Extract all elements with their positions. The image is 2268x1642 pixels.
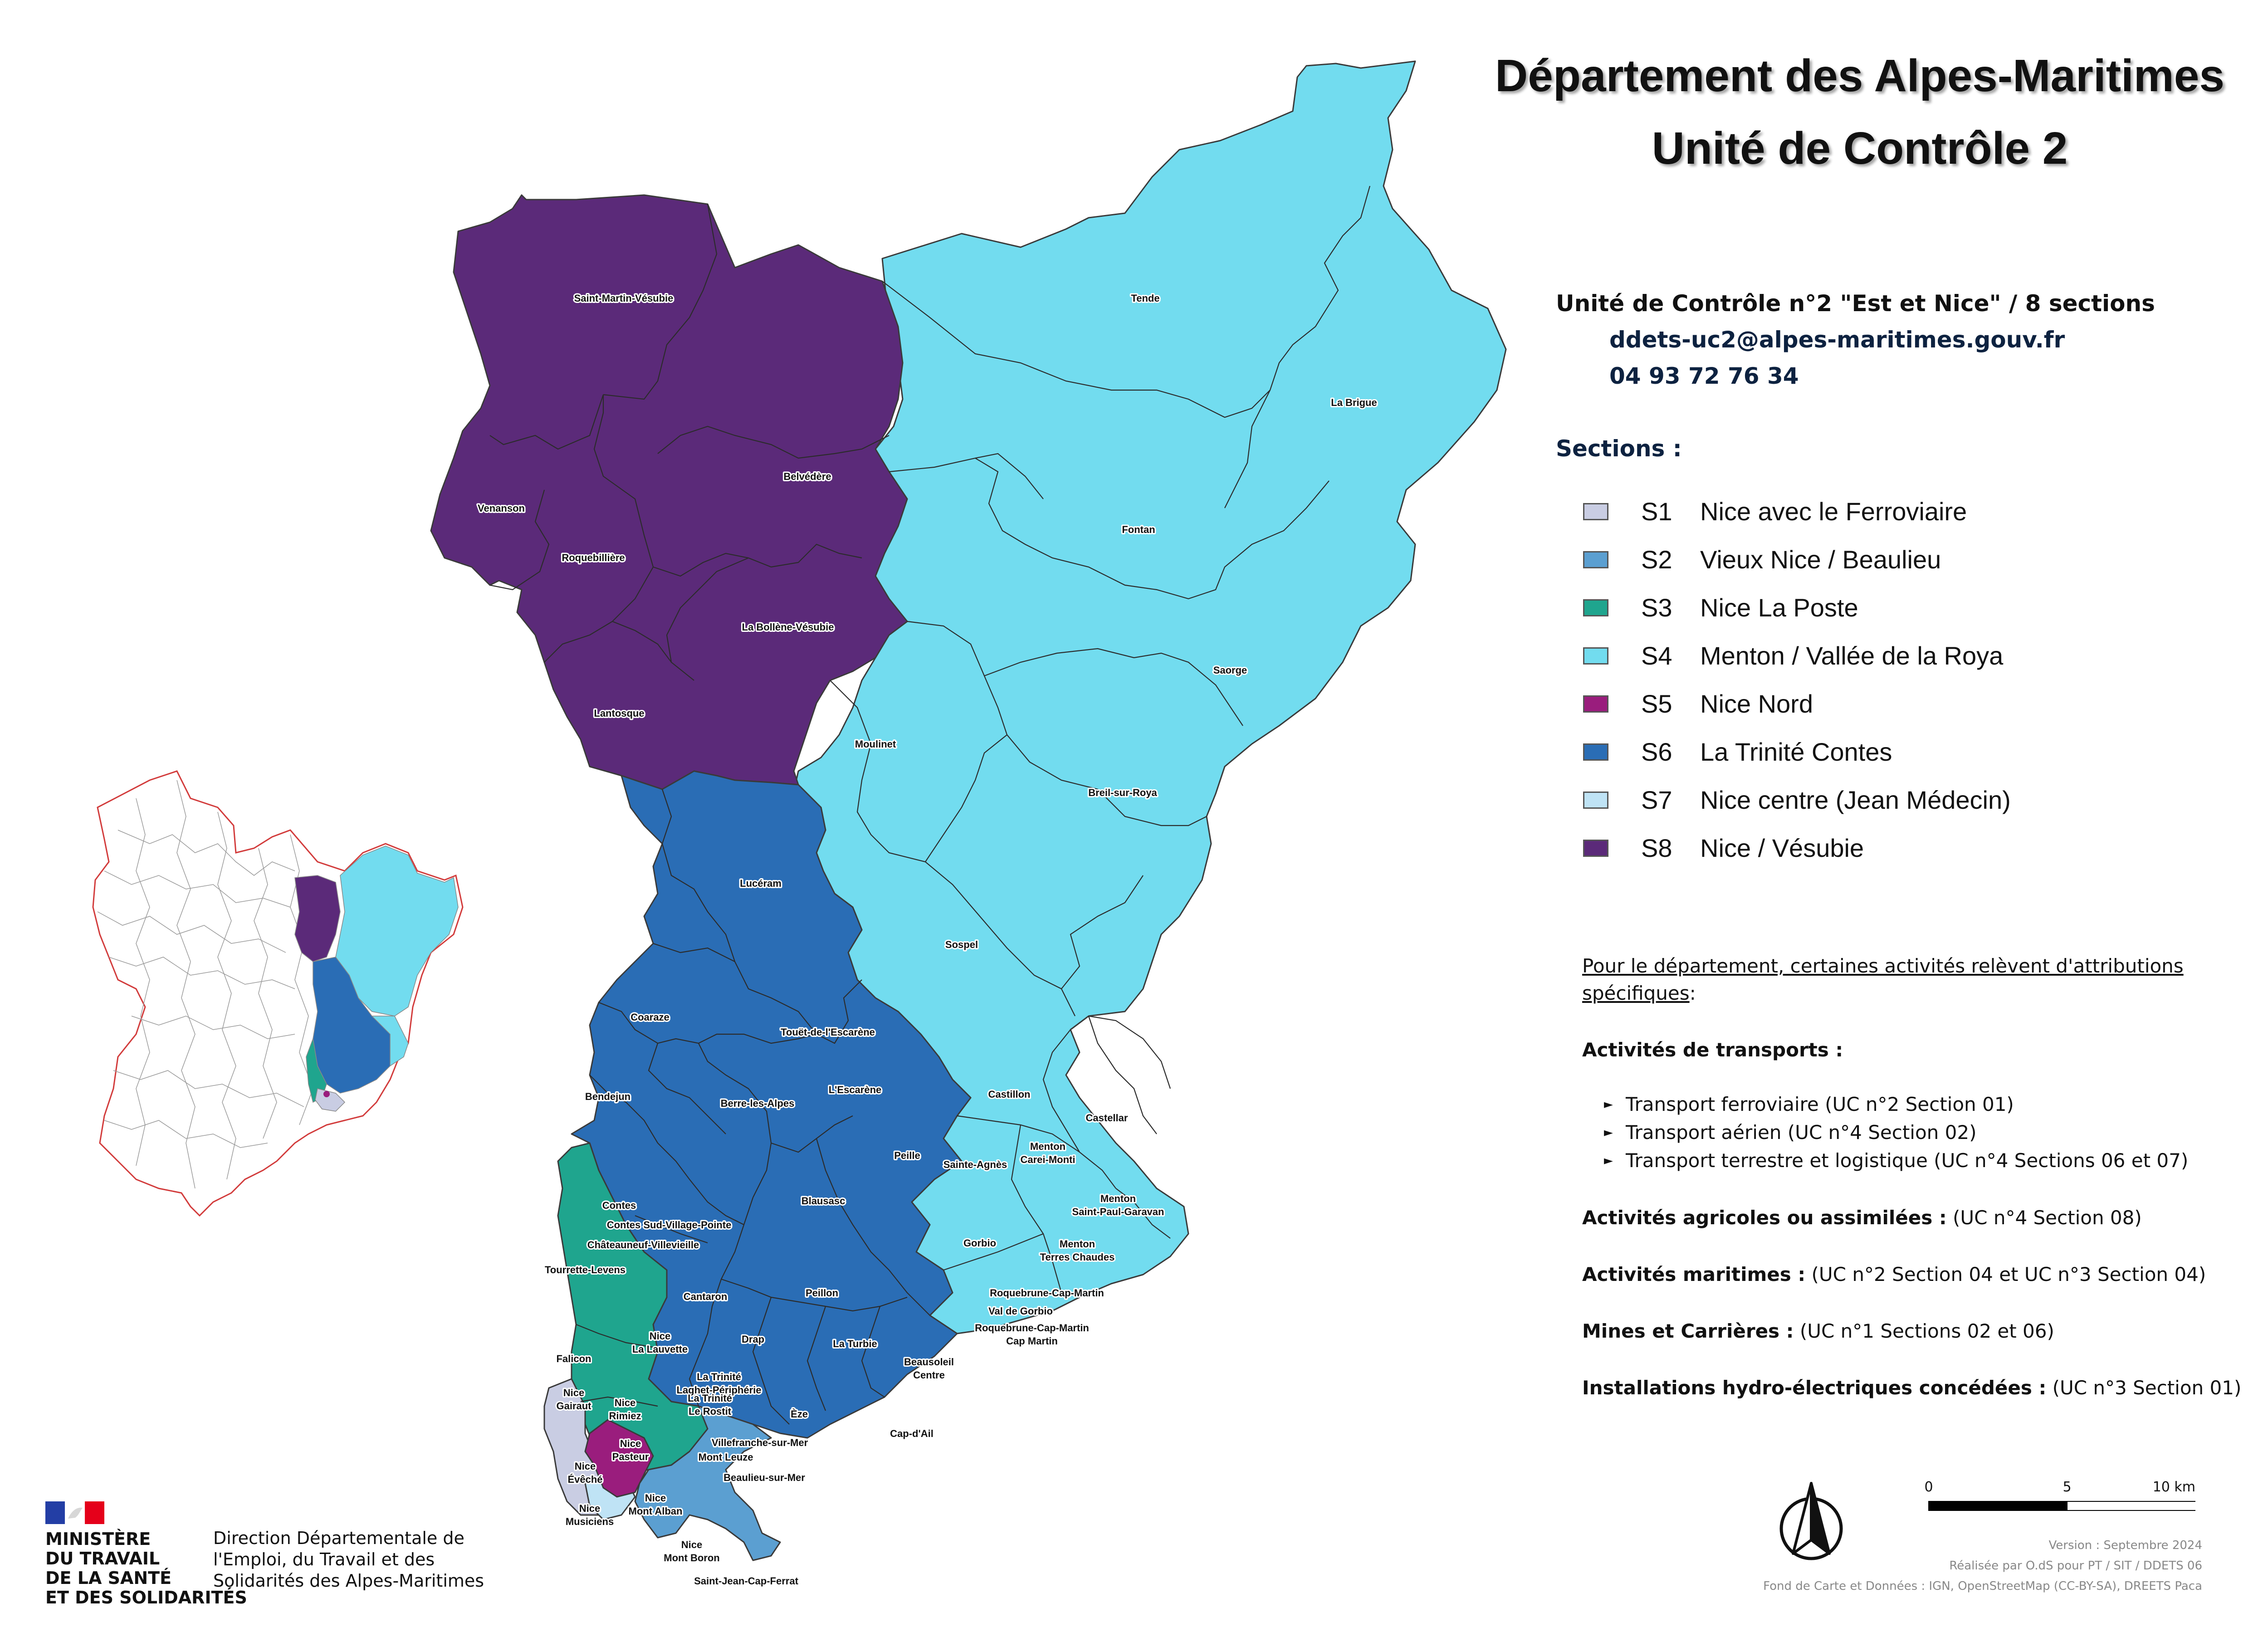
commune-label: [945, 939, 978, 950]
legend-name: Nice centre (Jean Médecin): [1700, 786, 2011, 814]
commune-label-line: Menton: [1059, 1238, 1095, 1250]
commune-label-line: Roquebrune-Cap-Martin: [975, 1322, 1089, 1334]
commune-label-line: Pasteur: [612, 1451, 649, 1462]
commune-label-line: Nice: [645, 1492, 666, 1504]
bullet-arrow-icon: ►: [1604, 1126, 1613, 1139]
commune-label: [1122, 524, 1155, 535]
direction-line: Direction Départementale de: [213, 1528, 464, 1548]
commune-label-line: Carei-Monti: [1020, 1154, 1075, 1165]
commune-label-line: Cantaron: [683, 1291, 728, 1302]
commune-label-line: Blausasc: [801, 1195, 846, 1207]
commune-label-line: La Lauvette: [632, 1344, 688, 1355]
unit-email[interactable]: ddets-uc2@alpes-maritimes.gouv.fr: [1609, 327, 2065, 353]
commune-label-line: Mont Boron: [664, 1552, 720, 1564]
commune-label-line: Mont Alban: [628, 1505, 683, 1517]
locator-inset-map: [93, 771, 463, 1216]
transport-item: Transport ferroviaire (UC n°2 Section 01): [1626, 1093, 2014, 1115]
commune-label-line: Gorbio: [963, 1237, 997, 1249]
commune-label-line: Cap-d'Ail: [890, 1428, 934, 1439]
commune-label: [721, 1098, 795, 1109]
legend-code: S6: [1641, 738, 1672, 766]
legend-code: S2: [1641, 545, 1672, 574]
ministry-line: DU TRAVAIL: [45, 1549, 160, 1569]
ministry-line: ET DES SOLIDARITÉS: [45, 1588, 247, 1608]
commune-label-line: Saint-Paul-Garavan: [1072, 1206, 1164, 1217]
commune-label: [562, 552, 625, 563]
legend-code: S5: [1641, 689, 1672, 718]
commune-label: [556, 1353, 591, 1364]
commune-label: [1086, 1112, 1128, 1124]
commune-label-line: Nice: [574, 1461, 596, 1472]
commune-label-line: Menton: [1100, 1193, 1136, 1204]
direction-line: l'Emploi, du Travail et des: [213, 1549, 435, 1569]
notes-intro-suffix: :: [1689, 982, 1696, 1004]
transport-heading-label: Activités de transports :: [1582, 1039, 1843, 1061]
maritime-value: (UC n°2 Section 04 et UC n°3 Section 04): [1805, 1263, 2206, 1285]
commune-label-line: Touët-de-l'Escarène: [781, 1026, 875, 1038]
map-subtitle: Unité de Contrôle 2: [1652, 123, 2068, 174]
commune-label: [855, 738, 896, 750]
commune-label: [783, 471, 831, 482]
commune-label: [806, 1287, 838, 1299]
commune-label: [1331, 397, 1377, 408]
commune-label-line: La Bollène-Vésubie: [742, 621, 834, 633]
commune-label-line: Coaraze: [631, 1012, 670, 1023]
commune-label: [742, 1334, 764, 1345]
legend-swatch-s5: [1583, 695, 1608, 713]
main-section-map: [431, 61, 1506, 1560]
map-title: Département des Alpes-Maritimes: [1495, 50, 2224, 101]
commune-label: [574, 293, 674, 304]
commune-label-line: Bendejun: [585, 1091, 631, 1102]
commune-label-line: Roquebillière: [562, 552, 625, 563]
legend-name: Vieux Nice / Beaulieu: [1700, 545, 1941, 574]
commune-label-line: Moulinet: [855, 738, 896, 750]
commune-label: [890, 1428, 934, 1439]
commune-label-line: Nice: [614, 1397, 636, 1408]
commune-label-line: Sospel: [945, 939, 978, 950]
commune-label-line: Peille: [894, 1150, 920, 1161]
hydro-value: (UC n°3 Section 01): [2046, 1377, 2242, 1399]
commune-label-line: Nice: [563, 1387, 585, 1398]
commune-label: [631, 1012, 670, 1023]
legend-name: Nice avec le Ferroviaire: [1700, 497, 1967, 526]
transport-item: Transport terrestre et logistique (UC n°4 Sections 06 et 07): [1626, 1149, 2189, 1172]
commune-label: [607, 1219, 732, 1231]
commune-label-line: Tourrette-Levens: [544, 1264, 626, 1275]
commune-label-line: Venanson: [478, 503, 525, 514]
legend-code: S4: [1641, 641, 1672, 670]
commune-label-line: Laghet-Périphérie: [676, 1384, 762, 1396]
commune-label-line: Sainte-Agnès: [943, 1159, 1007, 1170]
map-credits: [1763, 1535, 2202, 1597]
bullet-arrow-icon: ►: [1604, 1154, 1613, 1168]
ministry-line: MINISTÈRE: [45, 1529, 151, 1549]
commune-label-line: Èze: [791, 1408, 808, 1420]
commune-label-line: Menton: [1030, 1141, 1066, 1152]
legend-swatch-s3: [1583, 599, 1608, 616]
commune-label: [684, 1291, 728, 1302]
commune-label-line: Berre-les-Alpes: [720, 1098, 795, 1109]
ministry-line: DE LA SANTÉ: [45, 1568, 172, 1588]
commune-label: [943, 1159, 1007, 1170]
legend-swatch-s7: [1583, 792, 1608, 809]
commune-label-line: Beaulieu-sur-Mer: [723, 1472, 805, 1483]
commune-label: [833, 1338, 877, 1349]
commune-label: [802, 1195, 846, 1207]
commune-label-line: Le Rostit: [688, 1406, 732, 1417]
maritime-label: Activités maritimes :: [1582, 1263, 1806, 1285]
commune-label: [963, 1237, 996, 1249]
commune-label: [988, 1089, 1031, 1100]
commune-label: [988, 1305, 1053, 1317]
commune-label-line: Centre: [913, 1369, 945, 1381]
unit-heading: Unité de Contrôle n°2 "Est et Nice" / 8 sections: [1556, 290, 2155, 317]
legend-code: S7: [1641, 786, 1672, 814]
transport-item: Transport aérien (UC n°4 Section 02): [1626, 1121, 1977, 1144]
commune-label: [594, 708, 644, 719]
commune-label-line: Châteauneuf-Villevieille: [587, 1239, 699, 1251]
commune-label-line: Lantosque: [594, 708, 645, 719]
commune-label-line: Beausoleil: [904, 1356, 954, 1368]
commune-label-line: Falicon: [556, 1353, 591, 1364]
commune-label-line: La Trinité: [697, 1371, 741, 1383]
commune-label-line: Fontan: [1122, 524, 1155, 535]
commune-label-line: Gairaut: [556, 1400, 591, 1412]
legend-code: S8: [1641, 834, 1672, 862]
commune-label-line: Cap Martin: [1006, 1335, 1058, 1347]
commune-label-line: Terres Chaudes: [1040, 1251, 1115, 1263]
commune-label-line: Contes: [602, 1200, 636, 1211]
scale-tick-10: 10 km: [2152, 1479, 2195, 1495]
commune-label: [990, 1287, 1104, 1299]
legend-name: Nice La Poste: [1700, 593, 1858, 622]
commune-label-line: Villefranche-sur-Mer: [711, 1437, 808, 1448]
credits-source: Fond de Carte et Données : IGN, OpenStreetMap (CC-BY-SA), DREETS Paca: [1763, 1579, 2202, 1593]
commune-label-line: Contes Sud-Village-Pointe: [606, 1219, 732, 1231]
transport-heading: [1582, 1039, 1843, 1061]
maritime-line: [1582, 1263, 2206, 1285]
commune-label: [742, 621, 834, 633]
commune-label-line: Saint-Martin-Vésubie: [574, 293, 674, 304]
legend-name: Nice Nord: [1700, 689, 1813, 718]
section-s8-vesubie: [431, 195, 907, 789]
commune-label: [545, 1264, 626, 1275]
commune-label: [602, 1200, 636, 1211]
commune-label-line: Val de Gorbio: [988, 1305, 1053, 1317]
commune-label-line: La Trinité: [688, 1393, 732, 1404]
agri-value: (UC n°4 Section 08): [1946, 1207, 2142, 1229]
commune-label: [694, 1575, 799, 1587]
commune-label-line: Castillon: [988, 1089, 1031, 1100]
commune-label: [1213, 665, 1247, 676]
commune-label-line: Rimiez: [609, 1410, 641, 1422]
scale-tick-0: 0: [1924, 1479, 1933, 1495]
commune-label-line: Tende: [1131, 293, 1160, 304]
legend-name: La Trinité Contes: [1700, 738, 1892, 766]
commune-label: [587, 1239, 699, 1251]
notes-intro-text: Pour le département, certaines activités relèvent d'attributions spécifiques: [1582, 955, 2184, 1004]
direction-line: Solidarités des Alpes-Maritimes: [213, 1571, 484, 1591]
direction-name: [213, 1528, 484, 1592]
commune-label-line: Saint-Jean-Cap-Ferrat: [694, 1575, 798, 1587]
legend-code: S3: [1641, 593, 1672, 622]
legend-name: Menton / Vallée de la Roya: [1700, 641, 2004, 670]
notes-intro: [1582, 953, 2263, 1007]
commune-label-line: L'Escarène: [828, 1084, 882, 1095]
commune-label-line: La Turbie: [833, 1338, 877, 1349]
commune-label: [975, 1322, 1089, 1347]
legend-swatch-s8: [1583, 840, 1608, 857]
commune-label: [478, 503, 525, 514]
legend-swatch-s2: [1583, 551, 1608, 568]
commune-label-line: Évêché: [567, 1474, 603, 1485]
commune-label-line: Castellar: [1085, 1112, 1128, 1124]
commune-label: [894, 1150, 920, 1161]
agri-label: Activités agricoles ou assimilées :: [1582, 1207, 1947, 1229]
legend-swatch-s1: [1583, 503, 1608, 520]
scale-bar: [1923, 1479, 2195, 1515]
sections-heading: Sections :: [1556, 435, 1682, 462]
commune-label: [740, 878, 782, 889]
commune-label: [791, 1408, 808, 1420]
commune-label: [699, 1451, 753, 1463]
mines-line: [1582, 1320, 2054, 1342]
commune-label: [781, 1026, 875, 1038]
unit-phone: 04 93 72 76 34: [1609, 363, 1799, 389]
commune-label-line: Nice: [681, 1539, 703, 1550]
legend-swatch-s6: [1583, 743, 1608, 761]
legend-swatch-s4: [1583, 647, 1608, 665]
commune-label: [664, 1539, 719, 1564]
commune-label-line: Nice: [620, 1438, 641, 1449]
scale-tick-5: 5: [2063, 1479, 2072, 1495]
legend-code: S1: [1641, 497, 1672, 526]
commune-label: [1131, 293, 1159, 304]
mines-value: (UC n°1 Sections 02 et 06): [1794, 1320, 2054, 1342]
hydro-label: Installations hydro-électriques concédées :: [1582, 1377, 2047, 1399]
commune-label: [712, 1437, 808, 1448]
commune-label-line: Nice: [579, 1503, 601, 1514]
commune-label-line: Nice: [649, 1330, 671, 1342]
commune-label-line: Peillon: [805, 1287, 839, 1299]
inset-s5-area: [323, 1091, 330, 1097]
legend-name: Nice / Vésubie: [1700, 834, 1864, 862]
marianne-flag-icon: [45, 1501, 104, 1524]
commune-label: [1088, 787, 1157, 798]
commune-label-line: Belvédère: [783, 471, 831, 482]
mines-label: Mines et Carrières :: [1582, 1320, 1794, 1342]
commune-label: [829, 1084, 882, 1095]
commune-label-line: Musiciens: [565, 1516, 614, 1527]
credits-version: Version : Septembre 2024: [2048, 1539, 2202, 1552]
agri-line: [1582, 1207, 2142, 1229]
commune-label-line: Drap: [741, 1334, 765, 1345]
commune-label-line: La Brigue: [1331, 397, 1377, 408]
commune-label-line: Lucéram: [740, 878, 782, 889]
bullet-arrow-icon: ►: [1604, 1098, 1613, 1111]
commune-label-line: Saorge: [1213, 665, 1247, 676]
commune-label: [723, 1472, 805, 1483]
commune-label-line: Mont Leuze: [698, 1451, 753, 1463]
commune-label-line: Roquebrune-Cap-Martin: [990, 1287, 1104, 1299]
specific-attributions-notes: [1582, 953, 2263, 1399]
credits-author: Réalisée par O.dS pour PT / SIT / DDETS 06: [1949, 1559, 2202, 1573]
commune-label-line: Breil-sur-Roya: [1088, 787, 1157, 798]
hydro-line: [1582, 1377, 2241, 1399]
commune-label: [585, 1091, 631, 1102]
